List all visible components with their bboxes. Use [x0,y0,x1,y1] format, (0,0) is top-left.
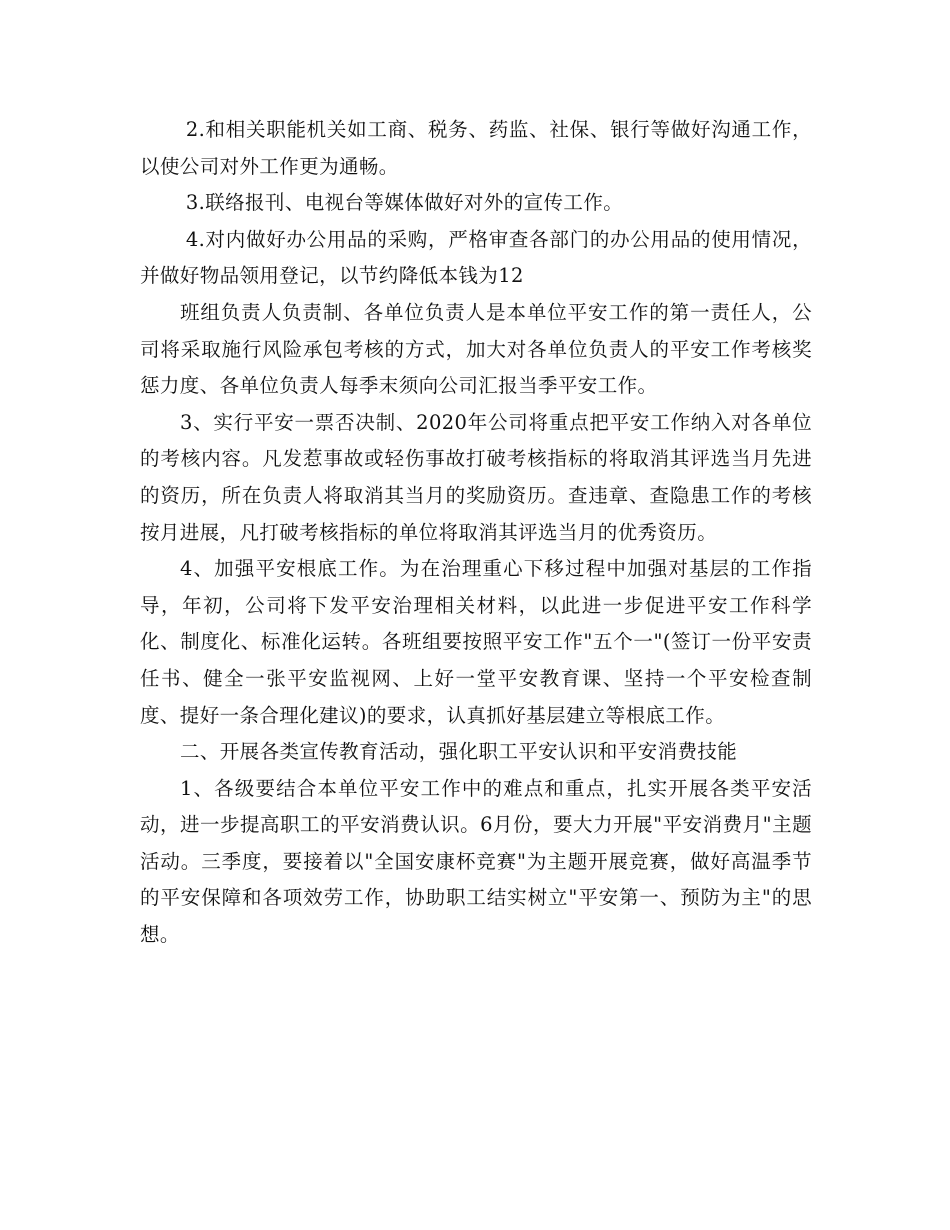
paragraph-safety-foundation: 4、加强平安根底工作。为在治理重心下移过程中加强对基层的工作指导，年初，公司将下发平安治理相关材料，以此进一步促进平安工作科学化、制度化、标准化运转。各班组要按照平安工作"五个一"(签订一份平安责任书、健全一张平安监视网、上好一堂平安教育课、坚持一个平安检查制度、提好一条合理化建议)的要求，认真抓好基层建立等根底工作。 [140,557,812,727]
document-body [140,112,812,954]
paragraph-safety-activities: 1、各级要结合本单位平安工作中的难点和重点，扎实开展各类平安活动，进一步提高职工的平安消费认识。6月份，要大力开展"平安消费月"主题活动。三季度，要接着以"全国安康杯竞赛"为主题开展竞赛，做好高温季节的平安保障和各项效劳工作，协助职工结实树立"平安第一、预防为主"的思想。 [140,776,812,947]
paragraph-item-4: 4.对内做好办公用品的采购，严格审查各部门的办公用品的使用情况，并做好物品领用登记，以节约降低本钱为12 [140,227,812,288]
paragraph-item-2: 2.和相关职能机关如工商、税务、药监、社保、银行等做好沟通工作，以使公司对外工作更为通畅。 [140,118,812,178]
section-heading-education: 二、开展各类宣传教育活动，强化职工平安认识和平安消费技能 [179,740,738,764]
paragraph-item-3: 3.联络报刊、电视台等媒体做好对外的宣传工作。 [185,191,624,215]
paragraph-safety-veto: 3、实行平安一票否决制、2020年公司将重点把平安工作纳入对各单位的考核内容。凡发惹事故或轻伤事故打破考核指标的将取消其评选当月先进的资历，所在负责人将取消其当月的奖励资历。查违章、查隐患工作的考核按月进展，凡打破考核指标的单位将取消其评选当月的优秀资历。 [140,410,812,544]
paragraph-team-leader-responsibility: 班组负责人负责制、各单位负责人是本单位平安工作的第一责任人，公司将采取施行风险承包考核的方式，加大对各单位负责人的平安工作考核奖惩力度、各单位负责人每季末须向公司汇报当季平安工作。 [140,300,812,398]
